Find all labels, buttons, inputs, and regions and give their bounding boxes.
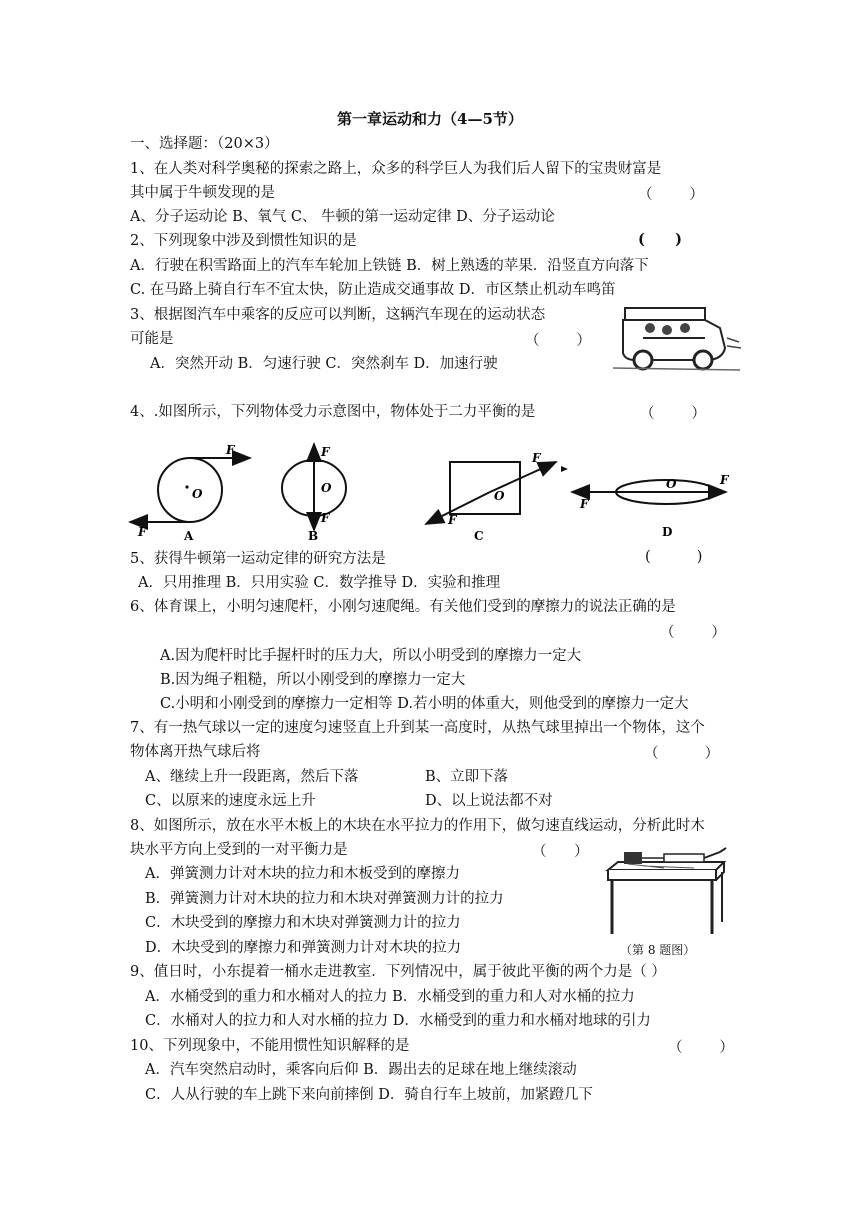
figure-c-label: C	[474, 529, 484, 543]
q7-option-d: D、以上说法都不对	[425, 793, 553, 809]
figure-a-center-label: O	[192, 487, 203, 501]
q5-answer-paren[interactable]: ( )	[645, 549, 703, 565]
figure-c	[426, 451, 568, 543]
figure-b-label: B	[308, 529, 319, 543]
figure-a	[130, 443, 250, 543]
q5-options: A．只用推理 B．只用实验 C．数学推导 D．实验和推理	[138, 575, 501, 591]
q6-stem: 6、体育课上，小明匀速爬杆，小刚匀速爬绳。有关他们受到的摩擦力的说法正确的是	[130, 599, 676, 615]
q2-stem: 2、下列现象中涉及到惯性知识的是	[130, 233, 357, 249]
q8-figure-caption: （第 8 题图）	[620, 943, 696, 957]
figure-d-force-label-1: F	[720, 473, 729, 487]
q9-options-1: A．水桶受到的重力和水桶对人的拉力 B．水桶受到的重力和人对水桶的拉力	[145, 989, 635, 1005]
q10-stem: 10、下列现象中，不能用惯性知识解释的是	[130, 1038, 410, 1054]
q6-option-a: A.因为爬杆时比手握杆时的压力大，所以小明受到的摩擦力一定大	[160, 648, 582, 664]
q7-stem-2: 物体离开热气球后将	[130, 744, 261, 760]
q4-answer-paren[interactable]: （ ）	[640, 406, 706, 422]
q3-answer-paren[interactable]: （ ）	[525, 333, 591, 349]
figure-c-force-label-1: F	[532, 451, 541, 465]
q8-option-b: B．弹簧测力计对木块的拉力和木块对弹簧测力计的拉力	[145, 891, 504, 907]
q8-stem-2: 块水平方向上受到的一对平衡力是	[130, 842, 348, 858]
q1-options: A、分子运动论 B、氧气 C、 牛顿的第一运动定律 D、分子运动论	[130, 209, 555, 225]
q9-options-2: C．水桶对人的拉力和人对水桶的拉力 D．水桶受到的重力和水桶对地球的引力	[145, 1013, 651, 1029]
q7-option-b: B、立即下落	[425, 769, 509, 785]
section-heading: 一、选择题：（20×3）	[130, 136, 279, 152]
page-title: 第一章运动和力（4—5节）	[337, 110, 523, 128]
figure-d	[572, 473, 730, 539]
q5-stem: 5、获得牛顿第一运动定律的研究方法是	[130, 551, 386, 567]
q4-force-diagrams	[120, 440, 750, 550]
q3-car-figure	[605, 298, 745, 380]
q2-answer-paren[interactable]: ( )	[638, 231, 683, 248]
q1-answer-paren[interactable]: （ ）	[638, 187, 704, 203]
q6-option-b: B.因为绳子粗糙，所以小刚受到的摩擦力一定大	[160, 672, 466, 688]
q2-options-2: C. 在马路上骑自行车不宜太快，防止造成交通事故 D．市区禁止机动车鸣笛	[130, 282, 616, 298]
q8-option-c: C．木块受到的摩擦力和木块对弹簧测力计的拉力	[145, 915, 461, 931]
q7-option-a: A、继续上升一段距离，然后下落	[145, 769, 359, 785]
q9-stem: 9、值日时，小东提着一桶水走进教室．下列情况中，属于彼此平衡的两个力是（ ）	[130, 964, 666, 980]
q8-option-d: D．木块受到的摩擦力和弹簧测力计对木块的拉力	[145, 940, 462, 956]
q1-stem-1: 1、在人类对科学奥秘的探索之路上，众多的科学巨人为我们后人留下的宝贵财富是	[130, 161, 662, 177]
q10-answer-paren[interactable]: （ ）	[668, 1040, 734, 1056]
figure-c-center-label: O	[494, 489, 505, 503]
q8-stem-1: 8、如图所示，放在水平木板上的木块在水平拉力的作用下，做匀速直线运动，分析此时木	[130, 818, 705, 834]
figure-a-force-label-1: F	[226, 443, 235, 457]
q3-stem-1: 3、根据图汽车中乘客的反应可以判断，这辆汽车现在的运动状态	[130, 307, 546, 323]
figure-c-force-label-2: F	[448, 513, 457, 527]
q3-stem-2: 可能是	[130, 331, 174, 347]
q2-options-1: A．行驶在积雪路面上的汽车车轮加上铁链 B．树上熟透的苹果．沿竖直方向落下	[130, 258, 649, 274]
q6-option-cd: C.小明和小刚受到的摩擦力一定相等 D.若小明的体重大，则他受到的摩擦力一定大	[160, 696, 689, 712]
q6-answer-paren[interactable]: （ ）	[660, 625, 726, 641]
q8-answer-paren[interactable]: （ ）	[532, 844, 589, 860]
q10-options-2: C．人从行驶的车上跳下来向前摔倒 D．骑自行车上坡前，加紧蹬几下	[145, 1087, 593, 1103]
figure-d-center-label: O	[666, 477, 677, 491]
q8-table-figure	[604, 840, 730, 936]
q7-answer-paren[interactable]: （ ）	[644, 746, 720, 762]
q4-stem: 4、.如图所示，下列物体受力示意图中，物体处于二力平衡的是	[130, 404, 536, 420]
q7-option-c: C、以原来的速度永远上升	[145, 793, 316, 809]
figure-b-force-label-2: F	[321, 511, 330, 525]
figure-d-force-label-2: F	[580, 497, 589, 511]
figure-d-label: D	[662, 525, 673, 539]
figure-a-label: A	[184, 529, 194, 543]
q1-stem-2: 其中属于牛顿发现的是	[130, 185, 275, 201]
q3-options: A．突然开动 B．匀速行驶 C．突然刹车 D．加速行驶	[150, 356, 498, 372]
q10-options-1: A．汽车突然启动时，乘客向后仰 B．踢出去的足球在地上继续滚动	[145, 1062, 577, 1078]
figure-b-force-label-1: F	[321, 445, 330, 459]
figure-a-force-label-2: F	[138, 525, 147, 539]
figure-b-center-label: O	[321, 481, 332, 495]
q8-option-a: A．弹簧测力计对木块的拉力和木板受到的摩擦力	[145, 866, 460, 882]
q7-stem-1: 7、有一热气球以一定的速度匀速竖直上升到某一高度时，从热气球里掉出一个物体，这个	[130, 720, 705, 736]
figure-b	[282, 444, 346, 543]
